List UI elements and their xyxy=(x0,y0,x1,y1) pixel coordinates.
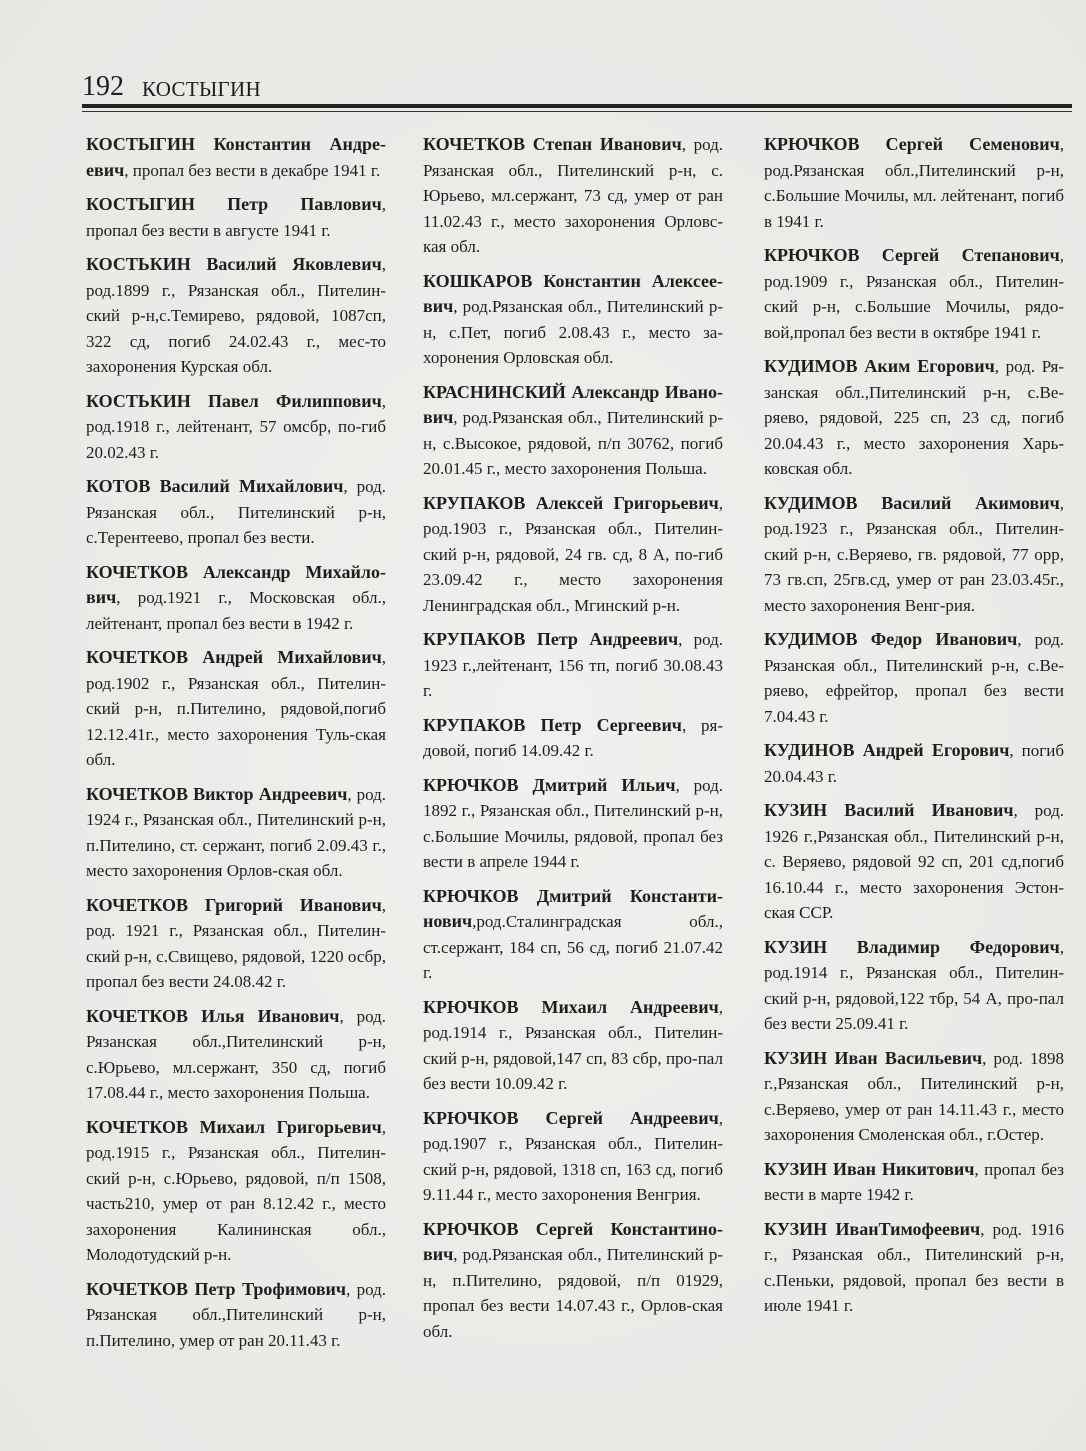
entry-details: , ря-довой, погиб 14.09.42 г. xyxy=(423,715,724,760)
running-head: КОСТЫГИН xyxy=(142,77,261,101)
entry-name: КРУПАКОВ Петр Сергеевич xyxy=(423,714,682,735)
entry-details: , род.1903 г., Рязанская обл., Пителин-ский р-н, рядовой, 24 гв. сд, 8 А, по-гиб 23.09.42 г., место захоронения Ленинградская обл., Мгинский р-н. xyxy=(423,493,723,615)
entry-details: , род. 1924 г., Рязанская обл., Пителинский р-н, п.Пителино, ст. сержант, погиб 2.09.43 г., место захоронения Орлов-ская обл. xyxy=(86,784,386,880)
column-2 xyxy=(423,132,723,1353)
register-entry xyxy=(423,269,723,371)
entry-details: , род.Рязанская обл.,Пителинский р-н, с.Большие Мочилы, мл. лейтенант, погиб в 1941 г. xyxy=(764,135,1064,231)
entry-name: КРУПАКОВ Петр Андреевич xyxy=(423,629,679,649)
entry-name: КОТОВ Василий Михайлович xyxy=(86,476,344,496)
page-number: 192 xyxy=(82,71,124,102)
header-rule-thick xyxy=(82,104,1072,108)
entry-details: , род. Рязанская обл.,Пителинский р-н, с.Юрьево, мл.сержант, 350 сд, погиб 17.08.44 г., место захоронения Польша. xyxy=(86,1006,386,1102)
entry-name: КОШКАРОВ Константин Алексее-вич xyxy=(423,270,723,316)
register-entry xyxy=(86,252,386,380)
entry-name: КОЧЕТКОВ Андрей Михайлович xyxy=(86,647,382,667)
entry-details: , род.1914 г., Рязанская обл., Пителин-ский р-н, рядовой,122 тбр, 54 А, про-пал без вести 25.09.41 г. xyxy=(764,937,1064,1033)
entry-name: КУДИМОВ Аким Егорович xyxy=(764,356,995,376)
register-entry xyxy=(86,192,386,243)
entry-details: , род.1907 г., Рязанская обл., Пителин-ский р-н, рядовой, 1318 сп, 163 сд, погиб 9.11.44 г., место захоронения Венгрия. xyxy=(423,1108,723,1204)
register-entry xyxy=(423,1217,723,1345)
register-entry xyxy=(423,1106,723,1208)
column-3 xyxy=(764,132,1064,1328)
entry-details: , род.1909 г., Рязанская обл., Пителин-ский р-н, с.Большие Мочилы, рядо-вой,пропал без вести в октябре 1941 г. xyxy=(764,246,1064,342)
register-entry xyxy=(764,354,1064,482)
entry-details: , пропал без вести в декабре 1941 г. xyxy=(124,160,381,180)
entry-name: КУЗИН Иван Васильевич xyxy=(764,1047,983,1068)
header-rule-thin xyxy=(82,111,1072,112)
entry-name: КОЧЕТКОВ Михаил Григорьевич xyxy=(86,1116,382,1137)
entry-name: КУЗИН ИванТимофеевич xyxy=(764,1218,981,1239)
entry-details: , пропал без вести в августе 1941 г. xyxy=(86,195,386,240)
entry-details: , род. 1923 г.,лейтенант, 156 тп, погиб 30.08.43 г. xyxy=(423,630,723,700)
register-entry xyxy=(764,1217,1064,1319)
entry-name: КОЧЕТКОВ Петр Трофимович xyxy=(86,1278,347,1299)
register-entry xyxy=(86,893,386,995)
register-entry xyxy=(764,627,1064,729)
entry-name: КРУПАКОВ Алексей Григорьевич xyxy=(423,492,719,513)
register-entry xyxy=(423,773,723,875)
register-entry xyxy=(86,782,386,884)
entry-details: , род. 1916 г., Рязанская обл., Пителинский р-н, с.Пеньки, рядовой, пропал без вести в июле 1941 г. xyxy=(764,1219,1064,1315)
entry-details: , род.Рязанская обл., Пителинский р-н, п.Пителино, рядовой, п/п 01929, пропал без вести 14.07.43 г., Орлов-ская обл. xyxy=(423,1245,723,1341)
register-entry xyxy=(423,884,723,986)
entry-details: , род.Рязанская обл., Пителинский р-н, с.Высокое, рядовой, п/п 30762, погиб 20.01.45 г., место захоронения Польша. xyxy=(423,408,723,478)
entry-name: КРЮЧКОВ Дмитрий Ильич xyxy=(423,774,676,795)
entry-details: , род. Рязанская обл., Пителинский р-н, с. Юрьево, мл.сержант, 73 сд, умер от ран 11.02.43 г., место захоронения Орловс-кая обл. xyxy=(423,135,723,256)
entry-name: КОСТЫГИН Петр Павлович xyxy=(86,194,382,214)
entry-details: , род. Рязанская обл.,Пителинский р-н, п.Пителино, умер от ран 20.11.43 г. xyxy=(86,1279,386,1350)
entry-details: , род. 1898 г.,Рязанская обл., Пителинский р-н, с.Веряево, умер от ран 14.11.43 г., место захоронения Смоленская обл., г.Остер. xyxy=(764,1048,1064,1144)
register-entry xyxy=(86,560,386,637)
register-entry xyxy=(764,1046,1064,1148)
register-entry xyxy=(86,474,386,551)
entry-name: КРЮЧКОВ Дмитрий Константи-нович xyxy=(423,885,723,931)
register-entry xyxy=(86,1004,386,1106)
register-entry xyxy=(764,243,1064,345)
register-entry xyxy=(423,627,723,704)
register-entry xyxy=(764,738,1064,789)
entry-name: КРЮЧКОВ Михаил Андреевич xyxy=(423,996,719,1017)
entry-details: , род.1899 г., Рязанская обл., Пителин-ский р-н,с.Темирево, рядовой, 1087сп, 322 сд, погиб 24.02.43 г., мес-то захоронения Курская обл. xyxy=(86,255,386,376)
entry-name: КУЗИН Иван Никитович xyxy=(764,1158,975,1179)
entry-details: , род.1902 г., Рязанская обл., Пителин-ский р-н, п.Пителино, рядовой,погиб 12.12.41г., место захоронения Туль-ская обл. xyxy=(86,648,386,769)
register-entry xyxy=(86,132,386,183)
register-entry xyxy=(423,995,723,1097)
entry-name: КРЮЧКОВ Сергей Семенович xyxy=(764,134,1060,154)
entry-name: КОСТЫГИН Константин Андре-евич xyxy=(86,134,386,180)
entry-details: , погиб 20.04.43 г. xyxy=(764,741,1064,786)
entry-name: КОЧЕТКОВ Виктор Андреевич xyxy=(86,783,348,804)
entry-details: , род.Рязанская обл., Пителинский р-н, с.Пет, погиб 2.08.43 г., место за-хоронения Орловская обл. xyxy=(423,297,723,367)
register-entry xyxy=(423,380,723,482)
entry-details: , пропал без вести в марте 1942 г. xyxy=(764,1159,1064,1204)
register-entry xyxy=(764,132,1064,234)
entry-name: КОЧЕТКОВ Степан Иванович xyxy=(423,134,682,154)
register-entry xyxy=(764,1157,1064,1208)
entry-details: ,род.Сталинградская обл., ст.сержант, 184 сп, 56 сд, погиб 21.07.42 г. xyxy=(423,912,723,982)
entry-name: КУЗИН Василий Иванович xyxy=(764,800,1014,820)
entry-details: , род. Рязанская обл., Пителинский р-н, с.Терентеево, пропал без вести. xyxy=(86,477,386,547)
entry-name: КУДИМОВ Федор Иванович xyxy=(764,629,1018,649)
entry-name: КОСТЬКИН Павел Филиппович xyxy=(86,390,382,411)
entry-name: КОЧЕТКОВ Илья Иванович xyxy=(86,1005,340,1026)
entry-details: , род.1915 г., Рязанская обл., Пителин-ский р-н, с.Юрьево, рядовой, п/п 1508, часть210, умер от ран 8.12.42 г., место захоронения Калининская обл., Молодотудский р-н. xyxy=(86,1117,386,1264)
register-entry xyxy=(764,798,1064,926)
entry-details: , род. Рязанская обл., Пителинский р-н, с.Ве-ряево, ефрейтор, пропал без вести 7.04.43 г. xyxy=(764,630,1064,726)
column-1 xyxy=(86,132,386,1362)
entry-details: , род.1921 г., Московская обл., лейтенант, пропал без вести в 1942 г. xyxy=(86,588,386,633)
entry-name: КОЧЕТКОВ Григорий Иванович xyxy=(86,894,382,915)
entry-details: , род. 1921 г., Рязанская обл., Пителин-ский р-н, с.Свищево, рядовой, 1220 осбр, пропал без вести 24.08.42 г. xyxy=(86,895,386,991)
register-entry xyxy=(764,935,1064,1037)
entry-details: , род.1923 г., Рязанская обл., Пителин-ский р-н, с.Веряево, гв. рядовой, 77 орр, 73 гв.сп, 25гв.сд, умер от ран 23.03.45г., место захоронения Венг-рия. xyxy=(764,493,1064,615)
entry-name: КОСТЬКИН Василий Яковлевич xyxy=(86,254,382,274)
entry-name: КУДИМОВ Василий Акимович xyxy=(764,492,1060,513)
register-entry xyxy=(86,1277,386,1354)
entry-details: , род. 1892 г., Рязанская обл., Пителинский р-н, с.Большие Мочилы, рядовой, пропал без вести в апреле 1944 г. xyxy=(423,775,723,871)
entry-name: КУДИНОВ Андрей Егорович xyxy=(764,740,1010,760)
entry-name: КРЮЧКОВ Сергей Андреевич xyxy=(423,1107,719,1128)
entry-details: , род. 1926 г.,Рязанская обл., Пителинский р-н, с. Веряево, рядовой 92 сп, 201 сд,погиб 16.10.44 г., место захоронения Эстон-ская ССР. xyxy=(764,801,1064,922)
entry-name: КРЮЧКОВ Сергей Степанович xyxy=(764,245,1060,265)
register-entry xyxy=(86,645,386,773)
entry-details: , род.1918 г., лейтенант, 57 омсбр, по-гиб 20.02.43 г. xyxy=(86,391,386,462)
register-entry xyxy=(423,713,723,764)
register-entry xyxy=(423,491,723,619)
register-entry xyxy=(764,491,1064,619)
entry-name: КОЧЕТКОВ Александр Михайло-вич xyxy=(86,561,386,607)
entry-details: , род.1914 г., Рязанская обл., Пителин-ский р-н, рядовой,147 сп, 83 сбр, про-пал без вести 10.09.42 г. xyxy=(423,997,723,1093)
entry-name: КРАСНИНСКИЙ Александр Ивано-вич xyxy=(423,381,723,427)
register-entry xyxy=(423,132,723,260)
page-header xyxy=(82,70,1072,106)
entry-name: КУЗИН Владимир Федорович xyxy=(764,936,1060,957)
register-entry xyxy=(86,1115,386,1268)
register-entry xyxy=(86,389,386,466)
entry-details: , род. Ря-занская обл.,Пителинский р-н, с.Ве-ряево, рядовой, 225 сп, 23 сд, погиб 20.04.43 г., место захоронения Харь-ковская обл. xyxy=(764,357,1064,478)
entry-name: КРЮЧКОВ Сергей Константино-вич xyxy=(423,1218,723,1264)
